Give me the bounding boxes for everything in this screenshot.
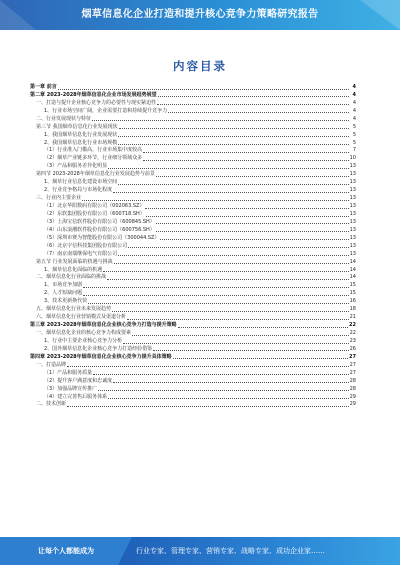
toc-entry[interactable] — [30, 203, 356, 211]
toc-entry-page: 27 — [349, 353, 356, 360]
toc-entry-page: 13 — [349, 179, 356, 186]
toc-entry-page: 13 — [349, 210, 356, 217]
toc-entry[interactable] — [30, 235, 356, 243]
toc-entry-label: 一、打造与提升企业核心竞争力的必要性与现实紧迫性 — [36, 99, 157, 106]
toc-heading: 内容目录 — [173, 59, 227, 73]
toc-entry[interactable] — [30, 195, 356, 203]
toc-leader-dots — [108, 398, 348, 399]
toc-entry-label: （2）提升客户满意度和忠诚度 — [44, 377, 113, 384]
toc-entry-page: 14 — [349, 266, 356, 273]
toc-leader-dots — [128, 247, 348, 248]
toc-entry[interactable] — [30, 402, 356, 410]
toc-entry-page: 16 — [349, 298, 356, 305]
toc-entry-label: （6）北京宇信科技集团股份有限公司 — [44, 242, 128, 249]
toc-entry-page: 13 — [349, 163, 356, 170]
toc-leader-dots — [118, 255, 348, 256]
toc-entry[interactable] — [30, 386, 356, 394]
toc-entry-page: 4 — [352, 99, 356, 106]
toc-entry[interactable] — [30, 322, 356, 330]
toc-entry-label: 二、行业发展现状与特征 — [36, 115, 92, 122]
toc-entry[interactable] — [30, 219, 356, 227]
toc-entry-label: 1、市场竞争加剧 — [44, 282, 83, 289]
toc-leader-dots — [67, 366, 349, 367]
toc-entry-page: 22 — [349, 330, 356, 337]
toc-entry-page: 15 — [349, 290, 356, 297]
toc-entry-page: 4 — [352, 83, 356, 90]
toc-entry-label: 一、打造品牌 — [36, 361, 67, 368]
toc-entry-label: 第四节 2023-2028年烟草信息化行业发展趋势与前景 — [36, 171, 155, 178]
toc-entry-page: 5 — [352, 131, 356, 138]
toc-entry[interactable] — [30, 100, 356, 108]
toc-entry-page: 4 — [352, 115, 356, 122]
toc-entry-label: 三、行业内主要企业 — [36, 195, 82, 202]
toc-leader-dots — [107, 279, 349, 280]
toc-entry-page: 18 — [349, 306, 356, 313]
toc-entry[interactable] — [30, 187, 356, 195]
toc-leader-dots — [58, 89, 349, 90]
toc-entry[interactable] — [30, 330, 356, 338]
toc-entry-page: 4 — [352, 107, 356, 114]
toc-entry[interactable] — [30, 116, 356, 124]
toc-entry[interactable] — [30, 370, 356, 378]
toc-entry-label: 2、我国烟草信息化行业市场规模 — [44, 139, 118, 146]
toc-entry-page: 14 — [349, 258, 356, 265]
toc-entry-page: 28 — [349, 377, 356, 384]
toc-entry-page: 21 — [349, 314, 356, 321]
toc-leader-dots — [173, 358, 348, 359]
toc-entry-label: 二、烟草信息化行业面临的挑战 — [36, 274, 107, 281]
toc-entry-label: 3、技术更新换代快 — [44, 298, 88, 305]
toc-leader-dots — [156, 231, 349, 232]
toc-leader-dots — [143, 152, 349, 153]
toc-entry-label: 2、人才短缺问题 — [44, 290, 83, 297]
toc-entry[interactable] — [30, 354, 356, 362]
toc-entry[interactable] — [30, 211, 356, 219]
toc-entry-label: 2、国外烟草信息化企业核心竞争力打造经验借鉴 — [44, 345, 153, 352]
toc-leader-dots — [123, 343, 348, 344]
toc-entry-label: 1、行业市场空间广阔，企业需要打造和持续提升竞争力 — [44, 107, 168, 114]
toc-entry-page: 23 — [349, 337, 356, 344]
toc-entry-label: 1、烟草信息化面临的机遇 — [44, 266, 103, 273]
toc-entry[interactable] — [30, 306, 356, 314]
toc-entry-page: 5 — [352, 139, 356, 146]
toc-entry-page: 29 — [349, 393, 356, 400]
toc-leader-dots — [83, 287, 348, 288]
toc-entry-label: 第二章 2023-2028年烟草信息化企业市场发展趋势展望 — [30, 91, 157, 98]
toc-entry[interactable] — [30, 132, 356, 140]
toc-entry-label: 一、烟草信息化企业的核心竞争力构成要素 — [36, 330, 132, 337]
toc-entry[interactable] — [30, 259, 356, 267]
toc-entry-label: （4）建立完善售后服务体系 — [44, 393, 108, 400]
toc-leader-dots — [153, 350, 348, 351]
toc-leader-dots — [83, 295, 348, 296]
toc-entry-label: 第四章 2023-2028年烟草信息化企业核心竞争力提升具体策略 — [30, 353, 172, 360]
toc-entry-label: 二、技术创新 — [36, 401, 67, 408]
toc-entry-page: 29 — [349, 401, 356, 408]
toc-entry-label: 第五节 行业发展面临的机遇与挑战 — [36, 258, 113, 265]
toc-leader-dots — [132, 335, 349, 336]
toc-leader-dots — [156, 176, 349, 177]
toc-leader-dots — [113, 382, 348, 383]
toc-leader-dots — [113, 192, 348, 193]
toc-entry-label: （1）行业准入门槛高，行业市场集中度较高 — [44, 147, 143, 154]
toc-leader-dots — [146, 216, 349, 217]
toc-leader-dots — [145, 208, 348, 209]
toc-entry[interactable] — [30, 251, 356, 259]
toc-entry[interactable] — [30, 338, 356, 346]
toc-entry[interactable] — [30, 227, 356, 235]
toc-leader-dots — [98, 390, 348, 391]
toc-entry-page: 15 — [349, 282, 356, 289]
toc-entry-label: （4）山东浪潮软件股份有限公司（600756.SH） — [44, 226, 155, 233]
toc-leader-dots — [88, 303, 348, 304]
toc-leader-dots — [119, 128, 349, 129]
toc-leader-dots — [157, 104, 349, 105]
toc-leader-dots — [143, 160, 348, 161]
toc-entry-page: 13 — [349, 187, 356, 194]
toc-entry-page: 22 — [349, 322, 356, 329]
toc-entry-page: 28 — [349, 385, 356, 392]
toc-entry[interactable] — [30, 314, 356, 322]
toc-leader-dots — [118, 144, 349, 145]
toc-leader-dots — [127, 319, 349, 320]
toc-entry-label: 六、烟草信息化行业营销模式及渠道分析 — [36, 314, 127, 321]
footer-accent-cut — [118, 537, 132, 565]
toc-entry-page: 5 — [352, 123, 356, 130]
toc-leader-dots — [118, 136, 349, 137]
toc-entry-label: 2、行业竞争格局与市场化程度 — [44, 187, 113, 194]
toc-leader-dots — [168, 112, 349, 113]
footer-slogan-left: 让每个人都能成为 — [38, 547, 94, 555]
toc-entry-label: （5）深圳市赛为智能股份有限公司（300044.SZ） — [44, 234, 160, 241]
report-title: 烟草信息化企业打造和提升核心竞争力策略研究报告 — [81, 9, 319, 20]
toc-leader-dots — [156, 223, 349, 224]
toc-entry[interactable] — [30, 394, 356, 402]
toc-leader-dots — [92, 120, 349, 121]
toc-entry-page: 13 — [349, 250, 356, 257]
toc-entry-page: 13 — [349, 171, 356, 178]
toc-entry-label: （2）烟草产业链多环节，行业细分领域众多 — [44, 155, 143, 162]
toc-leader-dots — [112, 311, 349, 312]
toc-leader-dots — [93, 374, 348, 375]
toc-entry-label: （3）产品和服务差异化明显 — [44, 163, 108, 170]
toc-entry-page: 13 — [349, 203, 356, 210]
toc-entry-page: 13 — [349, 218, 356, 225]
toc-leader-dots — [82, 200, 349, 201]
toc-leader-dots — [67, 406, 349, 407]
toc-entry-page: 13 — [349, 234, 356, 241]
toc-entry[interactable] — [30, 179, 356, 187]
toc-entry-label: （2）东软集团股份有限公司（600718.SH） — [44, 210, 145, 217]
toc-leader-dots — [114, 263, 349, 264]
toc-entry-page: 27 — [349, 361, 356, 368]
toc-entry[interactable] — [30, 108, 356, 116]
toc-entry-label: 第三章 2023-2028年烟草信息化企业核心竞争力打造与提升策略 — [30, 322, 177, 329]
toc-entry[interactable] — [30, 243, 356, 251]
toc-entry-page: 13 — [349, 195, 356, 202]
table-of-contents — [30, 84, 356, 409]
toc-entry-label: 第三节 我国烟草信息化行业发展现状 — [36, 123, 118, 130]
toc-entry-page: 7 — [352, 147, 356, 154]
toc-entry-page: 13 — [349, 242, 356, 249]
toc-entry-label: （3）上海宝信软件股份有限公司（600845.SH） — [44, 218, 155, 225]
toc-entry-page: 4 — [352, 91, 356, 98]
toc-entry-page: 27 — [349, 369, 356, 376]
toc-leader-dots — [158, 96, 349, 97]
toc-entry[interactable] — [30, 84, 356, 92]
toc-entry-label: 1、烟草行业信息化建设市场空间 — [44, 179, 118, 186]
toc-entry-label: （3）加强品牌宣传推广 — [44, 385, 98, 392]
toc-entry[interactable] — [30, 92, 356, 100]
toc-entry-page: 10 — [349, 155, 356, 162]
toc-entry-label: 1、我国烟草信息化行业发展现状 — [44, 131, 118, 138]
toc-entry-label: 第一章 前言 — [30, 83, 57, 90]
toc-leader-dots — [103, 271, 348, 272]
toc-entry[interactable] — [30, 346, 356, 354]
toc-leader-dots — [108, 168, 348, 169]
toc-entry-label: （1）北京华阳数码有限公司（002063.SZ） — [44, 203, 145, 210]
toc-leader-dots — [178, 327, 348, 328]
toc-entry[interactable] — [30, 124, 356, 132]
toc-entry-page: 13 — [349, 226, 356, 233]
toc-entry[interactable] — [30, 378, 356, 386]
toc-entry[interactable] — [30, 362, 356, 370]
toc-entry-label: （1）产品和服务质量 — [44, 369, 93, 376]
toc-leader-dots — [160, 239, 348, 240]
toc-entry-label: （7）南京南瑞继保电气有限公司 — [44, 250, 118, 257]
toc-entry-label: 1、行业中主要企业核心竞争力分析 — [44, 337, 123, 344]
toc-leader-dots — [118, 184, 348, 185]
toc-entry-page: 14 — [349, 274, 356, 281]
footer-slogan-right: 行业专家、管理专家、营销专家、战略专家、成功企业家…… — [136, 547, 325, 555]
toc-entry-page: 26 — [349, 345, 356, 352]
toc-entry-label: 五、烟草信息化行业未来发展趋势 — [36, 306, 112, 313]
